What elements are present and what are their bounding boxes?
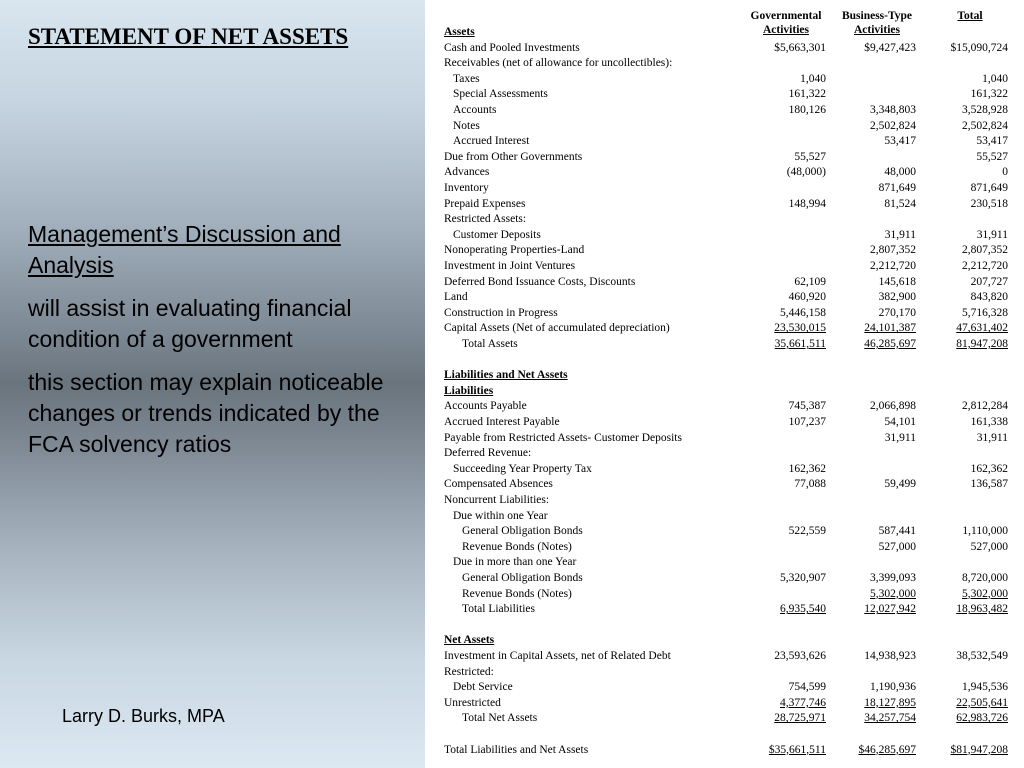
row-value: 1,040: [982, 72, 1008, 85]
row-value: $9,427,423: [864, 41, 916, 54]
row-label: Deferred Revenue:: [444, 447, 532, 460]
table-row: [444, 243, 1014, 259]
table-row: [444, 399, 1014, 415]
row-value: 5,716,328: [962, 306, 1008, 319]
row-value: 745,387: [788, 400, 826, 413]
row-value: 5,446,158: [780, 306, 826, 319]
row-value: 62,983,726: [956, 712, 1008, 725]
table-row: [444, 415, 1014, 431]
row-value: 148,994: [788, 197, 826, 210]
table-row: [444, 134, 1014, 150]
row-value: 59,499: [884, 478, 916, 491]
statement-panel: [425, 0, 1024, 768]
row-label: Investment in Capital Assets, net of Related Debt: [444, 650, 671, 662]
table-row: [444, 493, 1014, 509]
row-value: 62,109: [794, 275, 826, 288]
row-label: Taxes: [453, 72, 480, 85]
row-value: 107,237: [788, 416, 826, 428]
row-value: 207,727: [970, 275, 1008, 288]
mda-text-block: [28, 219, 403, 472]
table-row: [444, 446, 1014, 462]
row-value: 31,911: [884, 431, 916, 444]
row-value: 527,000: [970, 540, 1008, 553]
row-value: 81,947,208: [956, 338, 1008, 350]
row-label: Construction in Progress: [444, 306, 558, 319]
table-row: [444, 618, 1014, 634]
row-value: 180,126: [788, 104, 826, 116]
table-row: [444, 228, 1014, 244]
row-value: 3,528,928: [962, 104, 1008, 116]
row-value: 6,935,540: [780, 603, 826, 616]
table-row: [444, 306, 1014, 322]
row-label: Payable from Restricted Assets- Customer Deposits: [444, 431, 682, 444]
table-row: [444, 540, 1014, 556]
table-row: [444, 150, 1014, 166]
row-value: 24,101,387: [864, 322, 916, 335]
table-row: [444, 119, 1014, 135]
row-value: 22,505,641: [956, 696, 1008, 709]
row-value: 5,302,000: [962, 587, 1008, 600]
row-label: Unrestricted: [444, 696, 501, 709]
table-row: [444, 290, 1014, 306]
row-label: Investment in Joint Ventures: [444, 260, 576, 272]
row-value: 871,649: [970, 182, 1008, 194]
row-value: 38,532,549: [956, 650, 1008, 662]
row-value: 1,040: [800, 72, 826, 85]
row-label: Total Assets: [462, 338, 518, 350]
table-row: [444, 680, 1014, 696]
table-row: [444, 368, 1014, 384]
row-label: Advances: [444, 166, 490, 179]
table-row: [444, 103, 1014, 119]
row-value: 47,631,402: [956, 322, 1008, 335]
row-label: Accounts Payable: [444, 400, 527, 413]
row-value: 2,807,352: [870, 244, 916, 257]
row-label: Land: [444, 291, 468, 304]
table-row: [444, 56, 1014, 72]
col-head-line2: Total: [957, 10, 983, 22]
table-row: [444, 181, 1014, 197]
row-value: 28,725,971: [774, 712, 826, 725]
table-row: [444, 602, 1014, 618]
author-credit: Larry D. Burks, MPA: [62, 706, 225, 726]
col-head-line1: Governmental: [750, 10, 822, 22]
table-row: [444, 275, 1014, 291]
row-value: 77,088: [794, 478, 826, 491]
row-value: 18,127,895: [864, 696, 916, 709]
table-row: [444, 711, 1014, 727]
row-label: Net Assets: [444, 634, 495, 647]
row-value: 161,338: [970, 416, 1008, 428]
row-value: $5,663,301: [774, 41, 826, 54]
row-label: Debt Service: [453, 681, 513, 694]
table-row: [444, 72, 1014, 88]
row-label: Due in more than one Year: [453, 556, 577, 569]
row-value: 587,441: [878, 525, 916, 538]
row-value: 4,377,746: [780, 696, 826, 709]
row-value: 23,530,015: [774, 322, 826, 335]
table-row: [444, 587, 1014, 603]
table-row: [444, 259, 1014, 275]
row-value: 527,000: [878, 540, 916, 553]
row-label: Restricted Assets:: [444, 213, 527, 226]
table-row: [444, 571, 1014, 587]
row-value: 34,257,754: [864, 712, 916, 725]
row-value: 1,190,936: [870, 681, 916, 694]
row-label: Revenue Bonds (Notes): [462, 587, 572, 600]
table-row: [444, 384, 1014, 400]
row-value: 843,820: [970, 291, 1008, 304]
row-value: 871,649: [878, 182, 916, 194]
row-label: Succeeding Year Property Tax: [453, 462, 592, 475]
row-label: Due from Other Governments: [444, 150, 583, 163]
mda-heading: Management’s Discussion and Analysis: [28, 221, 341, 278]
row-label: Cash and Pooled Investments: [444, 41, 580, 54]
row-value: 2,212,720: [870, 260, 916, 272]
row-label: Total Liabilities: [462, 603, 535, 616]
row-value: 5,320,907: [780, 572, 826, 584]
table-row: [444, 524, 1014, 540]
table-row: [444, 87, 1014, 103]
row-value: 2,807,352: [962, 244, 1008, 257]
table-row: [444, 743, 1014, 759]
table-row: [444, 696, 1014, 712]
col-head-line2: Activities: [763, 24, 809, 36]
row-label: Accrued Interest Payable: [444, 416, 560, 428]
row-value: $46,285,697: [858, 743, 916, 756]
row-value: 8,720,000: [962, 572, 1008, 584]
table-row: [444, 321, 1014, 337]
row-value: 14,938,923: [864, 650, 916, 662]
row-value: 161,322: [970, 88, 1008, 101]
row-value: 3,348,803: [870, 104, 916, 116]
row-value: $35,661,511: [768, 743, 826, 756]
row-value: 18,963,482: [956, 603, 1008, 616]
row-value: 35,661,511: [774, 338, 826, 350]
row-value: 2,502,824: [870, 119, 916, 132]
row-value: 31,911: [976, 228, 1008, 241]
table-row: [444, 41, 1014, 57]
row-label: General Obligation Bonds: [462, 525, 583, 538]
mda-paragraph-2: this section may explain noticeable changes or trends indicated by the FCA solvency ratios: [28, 369, 384, 457]
row-value: 53,417: [976, 135, 1008, 148]
row-label: Prepaid Expenses: [444, 197, 526, 210]
table-row: [444, 509, 1014, 525]
row-label: Due within one Year: [453, 509, 548, 522]
table-row: [444, 633, 1014, 649]
table-row: [444, 337, 1014, 353]
row-value: 136,587: [970, 478, 1008, 491]
row-value: 5,302,000: [870, 587, 916, 600]
row-label: Nonoperating Properties-Land: [444, 244, 585, 257]
row-value: 23,593,626: [774, 650, 826, 662]
table-row: [444, 649, 1014, 665]
row-label: Special Assessments: [453, 88, 548, 101]
row-value: 2,212,720: [962, 260, 1008, 272]
table-row: [444, 25, 1014, 41]
row-value: 2,812,284: [962, 400, 1008, 413]
row-value: 754,599: [788, 681, 826, 694]
row-value: 55,527: [976, 150, 1008, 163]
row-value: 1,110,000: [962, 525, 1008, 538]
row-label: Liabilities: [444, 384, 494, 397]
row-label: Notes: [453, 119, 480, 132]
row-label: Noncurrent Liabilities:: [444, 494, 550, 506]
row-value: 522,559: [788, 525, 826, 538]
table-row: [444, 212, 1014, 228]
row-label: Total Net Assets: [462, 712, 538, 725]
row-label: Assets: [444, 26, 475, 38]
row-label: Capital Assets (Net of accumulated depreciation): [444, 322, 670, 335]
row-label: Accounts: [453, 104, 497, 116]
row-label: Revenue Bonds (Notes): [462, 540, 572, 553]
row-value: 31,911: [884, 228, 916, 241]
mda-paragraph-1: will assist in evaluating financial condition of a government: [28, 295, 352, 352]
row-value: 0: [1002, 166, 1008, 179]
row-value: 2,502,824: [962, 119, 1008, 132]
row-value: $81,947,208: [950, 743, 1008, 756]
row-label: General Obligation Bonds: [462, 572, 583, 584]
row-label: Customer Deposits: [453, 228, 541, 241]
row-value: 230,518: [970, 197, 1008, 210]
table-row: [444, 165, 1014, 181]
row-value: 46,285,697: [864, 338, 916, 350]
row-label: Restricted:: [444, 665, 494, 678]
row-label: Accrued Interest: [453, 135, 530, 148]
left-panel: [0, 0, 425, 768]
col-head-total: [925, 9, 1015, 23]
row-value: 12,027,942: [864, 603, 916, 616]
row-value: 161,322: [788, 88, 826, 101]
row-label: Inventory: [444, 182, 489, 194]
table-row: [444, 197, 1014, 213]
slide-title: STATEMENT OF NET ASSETS: [28, 24, 349, 49]
table-row: [444, 353, 1014, 369]
row-value: 31,911: [976, 431, 1008, 444]
row-value: 3,399,093: [870, 572, 916, 584]
row-value: 382,900: [878, 291, 916, 304]
row-value: 55,527: [794, 150, 826, 163]
row-value: 162,362: [970, 462, 1008, 475]
row-value: 1,945,536: [962, 681, 1008, 694]
row-value: 460,920: [788, 291, 826, 304]
row-value: $15,090,724: [950, 41, 1008, 54]
row-value: 162,362: [788, 462, 826, 475]
row-value: 2,066,898: [870, 400, 916, 413]
row-label: Liabilities and Net Assets: [444, 369, 568, 382]
row-value: 145,618: [878, 275, 916, 288]
table-row: [444, 477, 1014, 493]
table-row: [444, 727, 1014, 743]
row-value: (48,000): [786, 166, 826, 179]
row-value: 54,101: [884, 416, 916, 428]
row-value: 48,000: [884, 166, 916, 179]
row-value: 53,417: [884, 135, 916, 148]
table-row: [444, 665, 1014, 681]
col-head-line2: Activities: [854, 24, 900, 36]
table-row: [444, 555, 1014, 571]
table-row: [444, 462, 1014, 478]
col-head-line1: Business-Type: [841, 10, 913, 22]
row-label: Total Liabilities and Net Assets: [444, 743, 589, 756]
row-value: 270,170: [878, 306, 916, 319]
row-label: Deferred Bond Issuance Costs, Discounts: [444, 275, 636, 288]
row-label: Receivables (net of allowance for uncollectibles):: [444, 57, 673, 70]
row-label: Compensated Absences: [444, 478, 553, 491]
row-value: 81,524: [884, 197, 916, 210]
table-row: [444, 431, 1014, 447]
